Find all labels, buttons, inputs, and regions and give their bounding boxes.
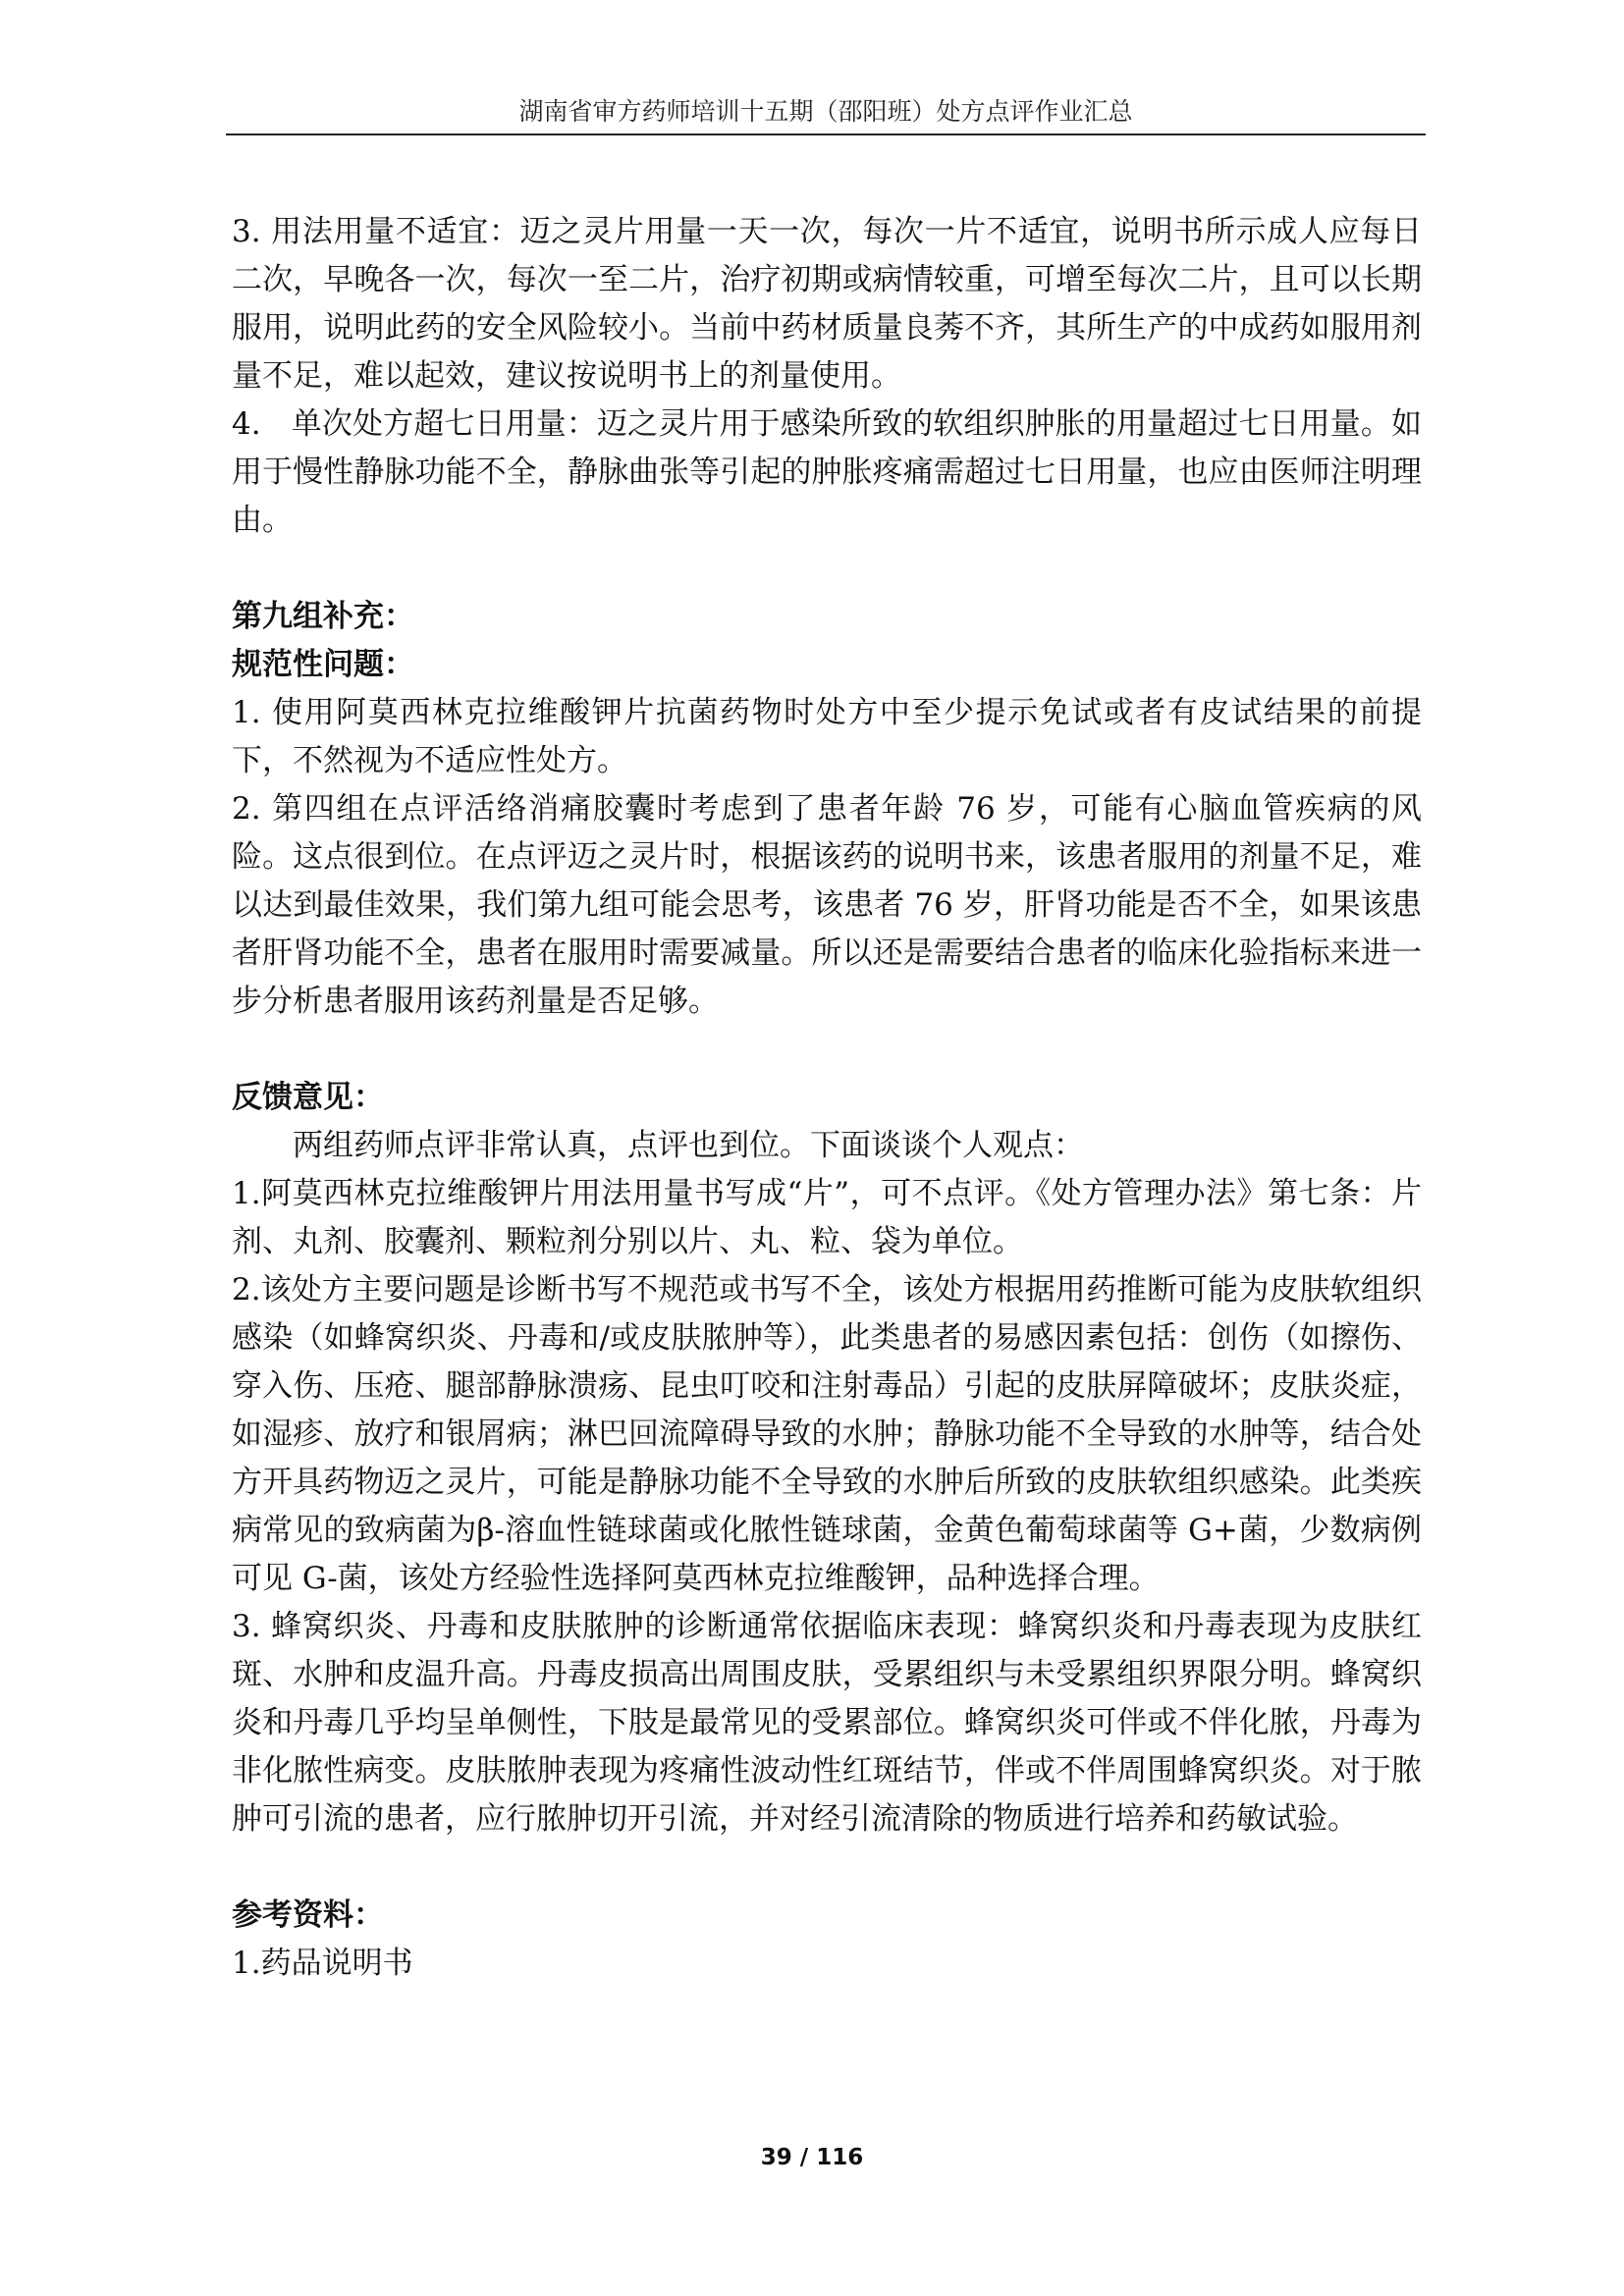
paragraph-feedback-intro: 两组药师点评非常认真，点评也到位。下面谈谈个人观点： (293, 1128, 1084, 1163)
page-number: 39 / 116 (760, 2145, 864, 2170)
paragraph-dosage-issue: 3. 用法用量不适宜：迈之灵片用量一天一次，每次一片不适宜，说明书所示成人应每日二次，早晚各一次，每次一至二片，治疗初期或病情较重，可增至每次二片，且可以长期服用，说明此药的安全风险较小。当前中药材质量良莠不齐，其所生产的中成药如服用剂量不足，难以起效，建议按说明书上的剂量使用。 (232, 214, 1422, 394)
section-heading-references: 参考资料： (232, 1897, 384, 1933)
reference-item-1: 1.药品说明书 (232, 1946, 413, 1981)
paragraph-group9-item-2: 2. 第四组在点评活络消痛胶囊时考虑到了患者年龄 76 岁，可能有心脑血管疾病的风险。这点很到位。在点评迈之灵片时，根据该药的说明书来，该患者服用的剂量不足，难以达到最佳效果，我们第九组可能会思考，该患者 76 岁，肝肾功能是否不全，如果该患者肝肾功能不全，患者在服用时需要减量。所以还是需要结合患者的临床化验指标来进一步分析患者服用该药剂量是否足够。 (232, 791, 1422, 1019)
paragraph-group9-item-1: 1. 使用阿莫西林克拉维酸钾片抗菌药物时处方中至少提示免试或者有皮试结果的前提下，不然视为不适应性处方。 (232, 695, 1422, 778)
paragraph-seven-day-issue: 4. 单次处方超七日用量：迈之灵片用于感染所致的软组织肿胀的用量超过七日用量。如用于慢性静脉功能不全，静脉曲张等引起的肿胀疼痛需超过七日用量，也应由医师注明理由。 (232, 406, 1422, 538)
header-divider (226, 133, 1426, 135)
section-heading-feedback: 反馈意见： (232, 1080, 384, 1115)
section-subheading-normative: 规范性问题： (232, 647, 414, 682)
paragraph-feedback-item-2: 2.该处方主要问题是诊断书写不规范或书写不全，该处方根据用药推断可能为皮肤软组织感染（如蜂窝织炎、丹毒和/或皮肤脓肿等），此类患者的易感因素包括：创伤（如擦伤、穿入伤、压疮、腿部静脉溃疡、昆虫叮咬和注射毒品）引起的皮肤屏障破坏；皮肤炎症，如湿疹、放疗和银屑病；淋巴回流障碍导致的水肿；静脉功能不全导致的水肿等，结合处方开具药物迈之灵片，可能是静脉功能不全导致的水肿后所致的皮肤软组织感染。此类疾病常见的致病菌为β-溶血性链球菌或化脓性链球菌，金黄色葡萄球菌等 G+菌，少数病例可见 G-菌，该处方经验性选择阿莫西林克拉维酸钾，品种选择合理。 (232, 1272, 1422, 1596)
document-body (232, 208, 1422, 1988)
paragraph-feedback-item-1: 1.阿莫西林克拉维酸钾片用法用量书写成“片”，可不点评。《处方管理办法》第七条：片剂、丸剂、胶囊剂、颗粒剂分别以片、丸、粒、袋为单位。 (232, 1176, 1422, 1259)
spacer (232, 1026, 1422, 1074)
paragraph-feedback-item-3: 3. 蜂窝织炎、丹毒和皮肤脓肿的诊断通常依据临床表现：蜂窝织炎和丹毒表现为皮肤红斑、水肿和皮温升高。丹毒皮损高出周围皮肤，受累组织与未受累组织界限分明。蜂窝织炎和丹毒几乎均呈单侧性，下肢是最常见的受累部位。蜂窝织炎可伴或不伴化脓，丹毒为非化脓性病变。皮肤脓肿表现为疼痛性波动性红斑结节，伴或不伴周围蜂窝织炎。对于脓肿可引流的患者，应行脓肿切开引流，并对经引流清除的物质进行培养和药敏试验。 (232, 1609, 1422, 1837)
section-heading-group9: 第九组补充： (232, 599, 414, 634)
spacer (232, 545, 1422, 593)
page-header-title: 湖南省审方药师培训十五期（邵阳班）处方点评作业汇总 (518, 97, 1133, 126)
spacer (232, 1843, 1422, 1892)
